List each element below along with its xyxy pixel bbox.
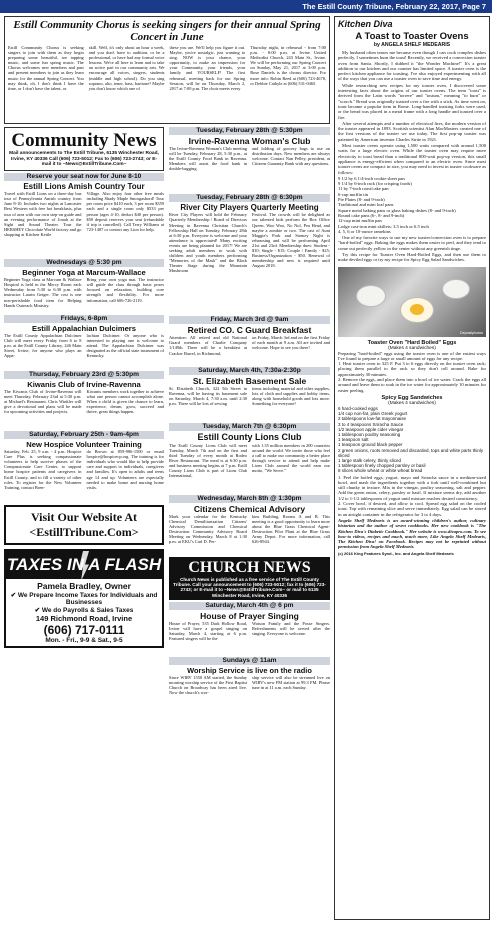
citizens-col-2: kins Building, Rooms A and B. This meeting is a good opportunity to learn more about the Blue Grass Chemical Agent-Destruction Pilot Plant at the Blue Grass Army Depot. For more information, call 626-8944. (252, 513, 330, 544)
reserve-header: Reserve your seat now for June 8-10 (4, 173, 164, 181)
house-prayer-date: Saturday, March 4th @ 6 pm (169, 602, 330, 610)
lions-club-title: Estill County Lions Club (197, 432, 302, 443)
amish-tour-title: Estill Lions Amish Country Tour (23, 181, 145, 191)
church-news-body: Church News is published as a free service of The Estill County Tribune. Call your announcement to (606) 723-5012; fax it to (606) 723-2743; or E-mail it to ~News@EstillTribune.Com~ or mail to 6135 Winchester Road, Irvine, KY 40336 (173, 576, 326, 598)
church-news-box (169, 557, 330, 601)
kitchen-paragraph-5: One of my favorite ways to use my new toaster/convection oven is to prepare "hard-boiled" eggs. Baking the eggs makes them easier to peel, and they tend to come out perfectly yellow in the center without any greenish tinge. (338, 235, 486, 251)
church-news-title: CHURCH NEWS (188, 558, 311, 576)
community-news-box (4, 127, 164, 171)
chorus-col-3: these you are. We'll help you figure it out. Maybe, you're nostalgic, just wanting to sing. NOW is your chance, your opportunity, to make an impression for your Community, your friends, your family and YOURSELF! The first rehearsal, meeting back for our Spring Session, will be on Thursday, March 2, 2017 at 7:00 p.m. The choir meets every (169, 45, 246, 91)
house-prayer-col-2: Watson Family and the Posse Singers. Refreshments will be served after the singing. Everyone is welcome. (252, 621, 330, 637)
middle-column (169, 127, 330, 709)
lions-club-col-2: with 1.35 million members in 200 countries around the world. We invite those who feel a call to make our community a better place through service to attend and help make Lions Club around the world earn our motto, "We Serve." (252, 442, 330, 474)
dulcimer-date: Fridays, 6-8pm (4, 315, 164, 323)
recipe-1-body: Preparing "hard-boiled" eggs using the toaster oven is one of the easiest ways I've found to prepare a large or small amount of eggs for any recipe. 1. Heat toaster oven to 325 F. Put 3 to 6 eggs directly on the toaster oven rack; placing them parallel to the rack so they don't roll around. Bake for approximately 30 minutes. 2. Remove the eggs, and place them into a bowl of ice water. Crack the eggs all around and leave them to soak in the ice water for approximately 10 minutes for easier peeling. (338, 350, 486, 393)
author-bio: Angela Shelf Medearis is an award-winning children's author, culinary historian and the author of seven cookbooks. Her new cookbook is "The Kitchen Diva's Diabetic Cookbook." Her website is www.divapro.com. To see how-to videos, recipes and much, much more, Like Angela Shelf Medearis, The Kitchen Diva! on Facebook. Recipes may not be reprinted without permission from Angela Shelf Medearis. (338, 517, 486, 550)
taxes-ad-address: 149 Richmond Road, Irvine (35, 614, 133, 624)
chorus-headline: Estill Community Chorus is seeking singers for their annual Spring Concert in June (13, 19, 321, 43)
recipe-2-makes: (Makes 4 sandwiches) (388, 400, 436, 406)
community-news-title: Community News (11, 130, 157, 151)
worship-col-1: Since WIRV 1550 AM started, the Sunday morning worship service of the First Baptist Church on Broadway has been aired live. Now the church's wor- (169, 674, 247, 696)
kitchen-diva-column (334, 16, 490, 920)
coast-guard-date: Friday, March 3rd @ 9am (169, 316, 330, 324)
womans-club-title: Irvine-Ravenna Woman's Club (188, 136, 311, 146)
house-prayer-col-1: House of Prayer, 535 Dark Hollow Road, Irvine will have a gospel singing on Saturday, March 4, starting at 6 p.m. Featured singers will be the (169, 621, 247, 642)
st-elizabeth-date: Saturday, March 4th, 7:30a-2:30p (169, 367, 330, 375)
worship-col-2: ship service will also be streamed live on WIRV's new FM station at 99.3 FM. Please tune in at 11 a.m. each Sunday. (252, 674, 330, 691)
eggs-photo (338, 267, 486, 337)
website-ad (4, 505, 164, 545)
yoga-col-1: Beginner Yoga class at Marcum & Wallace Hospital is held in the Mercy Room each Wednesday from 5:30 to 6:30 p.m. with instructor Laurin Geiger. The cost is one non-perishable food item for Helping Hands Outreach Ministry. (4, 277, 82, 308)
cookware-list: 9 1/2 by 6 1/4-inch cookie sheet pan 9 1/4 by 6-inch rack (for crisping foods) 11 by 7-inch roast/cake pan 6-cup muffin tin Pie Plates (8- and 9-inch) Traditional and mini loaf pans Square metal baking pans or glass baking dishes (8- and 9-inch) Round cake pans (6-, 8- and 9-inch) 12-cup mini muffin pan Lodge cast-iron mini skillets: 3.5 inch or 6.5 inch 4, 5, 6 or 10-ounce ramekins (338, 175, 456, 234)
dulcimer-title: Estill Appalachian Dulcimers (32, 324, 136, 334)
kitchen-diva-label: Kitchen Diva (338, 19, 393, 29)
hospice-title: New Hospice Volunteer Training (26, 440, 142, 450)
taxes-ad-logo-text: TAXES IN A FLASH (6, 555, 162, 575)
coast-guard-title: Retired CO. C Guard Breakfast (187, 325, 312, 336)
dulcimer-col-2: lachian Dulcimer. Or anyone who is interested in playing one is welcome to attend. The Appalachian Dulcimer was designated as the official state instrument of Kentucky. (86, 333, 164, 359)
hospice-date: Saturday, February 25th - 9am-4pm (4, 431, 164, 439)
dulcimer-col-1: The Estill County Appalachian Dulcimer Club will meet every Friday from 6 to 8 p.m. at the Estill County Library, 246 Main Street, Irvine, for anyone who plays an Appa- (4, 333, 82, 359)
page-header: The Estill County Tribune, February 22, 2017, Page 7 (0, 0, 492, 13)
kiwanis-date: Thursday, February 23rd @ 5:30pm (4, 371, 164, 379)
taxes-ad-owner: Pamela Bradley, Owner (37, 581, 131, 592)
worship-date: Sundays @ 11am (169, 657, 330, 665)
st-elizabeth-col-1: St. Elizabeth Church, 322 5th Street in Ravenna, will be having its basement sale on Saturday, March 4, 7:30 a.m. until 2:30 p.m. There will be lots of sewing (169, 386, 247, 407)
taxes-ad-line1: ✔ We Prepare Income Taxes for Individuals and Businesses (10, 592, 158, 607)
kitchen-paragraph-6: Try this recipe for Toaster Oven Hard-Boiled Eggs, and then use them to make deviled eggs or try my recipe for Spicy Egg Salad Sandwiches. (338, 251, 486, 263)
recipe-2-body: 1. Peel the boiled eggs, yogurt, mayo and Sriracha sauce in a medium-sized bowl, and mash the ingredients together with a fork until well-combined but still chunky in texture. Mix in the vinegar, poultry seasoning, salt and pepper. Add the green onion, celery, parsley or basil. If mixture seems dry, add another 1/2 to 1-1/2 tablespoons of yogurt until mixture reaches desired consistency. 2. Cover bowl, if desired, and allow to cool. Spread egg salad on the cooled toast. Top with remaining slice and serve immediately. Egg salad can be stored in an airtight container in the refrigerator for 3 to 4 days. (338, 474, 486, 517)
photo-credit: Depositphotos (460, 330, 483, 335)
recipe-1-title: Toaster Oven "Hard Boiled" Eggs (367, 339, 457, 346)
taxes-ad-hours: Mon. - Fri., 9-9 & Sat., 9-5 (45, 637, 123, 645)
coast-guard-col-1: Attention: All retired and old National Guard members of Charlie Company 1/149th. There will be a breakfast at Cracker Barrel, in Richmond, (169, 335, 247, 356)
copyright: (c) 2016 King Features Synd., Inc. and Angela Shelf Medearis (338, 550, 454, 556)
hospice-col-1: Saturday, Feb. 25, 9 a.m. - 4 p.m. Hospice Care Plus is seeking compassionate volunteers to help survive phases of the Compassionate Care Center, to support home hospice patients and caregivers in Estill County, and to fill a variety of other roles. To register for the New Volunteer Training, contact Bren- (4, 449, 82, 490)
womans-club-col-1: The Irvine-Ravenna Woman's Club meeting will be Tuesday, February 28, 5:30 p.m., at the Estill County Food Bank in Ravenna. Members will assist the food bank in double-bagging (169, 145, 247, 172)
taxes-ad (4, 549, 164, 648)
website-ad-line1: Visit Our Website At (30, 510, 138, 525)
kitchen-paragraph-1: My husband often teases me because even though I can cook complex dishes perfectly, I sometimes burn the toast! Recently, we received a convection toaster oven from Santa. Shortly, I dubbed it "the Wonder Machine!" It's a great addition to our kitchen and our counter has limited space. A toaster oven is the perfect kitchen appliance for toasting. I've also enjoyed experimenting with all of the ways that you can use a toaster oven to save time and energy. (338, 50, 486, 82)
kitchen-paragraph-2: While researching new recipes for my toaster oven, I discovered some interesting facts about the origins of our toaster ovens. The term "toast" is derived from the Latin words "torrere" and "tostum," meaning "to burn" or "scorch." Bread was originally toasted over a fire with a stick. As time went on, toast became a popular item in Rome. Long-handled toasting forks were used, or the bread was placed in a metal frame with a long handle and toasted over a fire. (338, 82, 486, 120)
kitchen-paragraph-4: Most toaster ovens operate using 1,500 watts compared with around 1,500 watts for a large electric oven. While the toaster oven may require more electricity to toast bread than a traditional 800-watt pop-up version, this small appliance is energy-efficient when compared to an electric oven. Since most toaster ovens are compact in size, you may need to invest in toaster cookware as follows: (338, 143, 486, 175)
chorus-col-4: Thursday night, in rehearsal - from 7:00 p.m. - 8:00 p.m. at Irvine United Methodist Church, 243 Main St., Irvine. We will be performing our Spring Concert on Sunday, May 21, 2017 at 3:00 p.m. Rose Daniels is the chorus director. For more info: Robin Reed at (606) 723-4678, or Debbie Cathyle at (606) 531-0465. (250, 45, 326, 86)
recipe-2-ingredients: 6 hard-cooked eggs 1/4 cup non-fat, plain Greek yogurt 2 tablespoons low-fat mayonnaise 3 to 4 teaspoons Sriracha Sauce 1/2 teaspoon apple cider vinegar 1 tablespoon poultry seasoning 1 teaspoon salt 1 teaspoon ground black pepper 2 green onions, roots removed and discarded, tops and white parts thinly sliced 1 large stalk celery, thinly sliced 1 tablespoon finely chopped parsley or basil 8 slices whole wheat or white wheat bread (338, 405, 484, 474)
amish-tour-col-1: Travel with Estill Lions on a three-day bus tour of Pennsylvania Amish country from June 8-10. Includes two nights at Lancaster Best Western with free hot breakfasts, plus tour of area with our own step-on guide and an evening performance of Jonah at the Sight and Sound Theater. Tour the HERSHEY Chocolate World factory and go shopping at Kitchen Kettle (4, 191, 82, 237)
community-news-column (4, 127, 164, 709)
st-elizabeth-title: St. Elizabeth Basement Sale (192, 376, 307, 387)
chorus-col-1: Estill Community Chorus is seeking singers to join with them as they begin preparing some beautiful, toe tapping music, and some fun spring music. The Chorus welcomes new members and past and present members to join as they learn music for the annual Spring Concert. You may think, oh, I don't think I have the time, or I don't have the talent, or (8, 45, 84, 91)
kitchen-diva-title: A Toast to Toaster Ovens (355, 31, 469, 42)
amish-tour-col-2: Village. Also enjoy four other free meals including Shady Maple Smorgasbord! Tour per room price $410 each, 3 per room $359 each and a single room only $533 per person (ages 4-10, deduct $40 per person). $50 deposit reserves your seat (refundable if trip is cancelled). Call Terry Williams at 723-1487 or contact any Lion for help. (86, 191, 164, 232)
chorus-col-2: skill. Well, it's only about an hour a week, and you don't have to audition, or be a professional, or have had any formal voice lessons. We're all here to learn and to take an active part in our community arts. We encourage all voices, singers, students (middle and high school). Do you sing soprano, alto, tenor, bass, baritone? Maybe you don't know which one of (88, 45, 165, 91)
yoga-title: Beginner Yoga at Marcum-Wallace (22, 268, 146, 278)
river-city-col-1: River City Players will hold the February Quarterly Membership / Board of Directors Meeting in Ravenna Christian Church's Fellowship Hall on Tuesday, February 28th at 6:30 p.m. Everyone is welcome and your attendance is appreciated! Many exciting events are being planned for 2017! We are seeking adult members to work with children and youth members performing "Memories of the Mask" and the Black Theater Stage during the Mountain Mushroom (169, 212, 247, 274)
taxes-ad-line2: ✔ We do Payrolls & Sales Taxes (34, 607, 134, 615)
egg-shape (356, 285, 386, 307)
lions-club-date: Tuesday, March 7th @ 6:30pm (169, 423, 330, 431)
womans-club-col-2: and folding of grocery bags to use on distribution days. New members are always welcome. Contact Nan Pelley, president, at Citizens Guaranty Bank with any questions. (252, 145, 330, 167)
yoga-date: Wednesdays @ 5:30 pm (4, 259, 164, 267)
citizens-date: Wednesday, March 8th @ 1:30pm (169, 495, 330, 503)
recipe-1-makes: (Makes 4 sandwiches) (388, 345, 436, 351)
kitchen-paragraph-3: After several attempts and a number of electrical fires, the modern version of the toaster appeared in 1893. Scottish scientist Alan MacMasters created one of the first versions of the toaster we use today. The first pop-up toaster was patented by American inventor Charles Strite in 1921. (338, 120, 486, 142)
river-city-title: River City Players Quarterly Meeting (180, 202, 319, 212)
lions-club-col-1: The Estill County Lions Club will meet Tuesday, March 7th and on the first and third Tuesday of every month at Rodeo River Restaurant. The meal is at 6:30 p.m. and business meeting begins at 7 p.m. Estill County Lions Club is part of Lions Club International, (169, 442, 247, 479)
taxes-ad-logo (6, 551, 162, 579)
kiwanis-col-2: Kiwanis members work together to achieve what one person cannot accomplish alone. When a child is given the chance to learn, experience, dream, grow, succeed and thrive, great things happen. (86, 389, 164, 415)
taxes-ad-phone: (606) 717-0111 (43, 623, 125, 638)
kiwanis-col-1: The Kiwanis Club of Irvine-Ravenna will meet Thursday, February 23rd at 5:30 p.m. at Michael's Restaurant. Chris Winkler will give a devotional and plans will be made for upcoming activities and projects. (4, 389, 82, 415)
egg-yolk-shape (410, 304, 424, 315)
coast-guard-col-2: on Friday, March 3rd and on the first Friday of each month at 9 a.m. All are invited and welcome. Hope to see you there! (252, 335, 330, 351)
hospice-col-2: da Brown at 859-986-1500 or email hospice@hospicecp.org. The training is for individuals who would like to help provide care and support to individuals, caregivers and families. It's open to adults and teens age 14 and up. Volunteers are especially needed to make home and nursing home visits. (86, 449, 164, 490)
kitchen-body (338, 50, 486, 264)
egg-shape (442, 279, 470, 299)
worship-title: Worship Service is live on the radio (187, 666, 312, 676)
left-area (4, 16, 330, 709)
yoga-col-2: Bring your own yoga mat. The instructor will guide the class through basic poses focused on relaxation, building core strength and flexibility. For more information, call 606-726-2119. (86, 277, 164, 303)
river-city-col-2: Festival. The crowds will be delighted as our talented kids perform the Box Office Queen, Woo Woo, No Nol, Pea Head, and maybe a zombie or two. The cast of Aunt Maggie's Pork and Stomey Night is rehearsing and will be performing April 21st and 23rd. Membership dues: Student - $10; Single - $15; Couple / Family - $25; Business/Organization - $50. Renewal of membership and new is required until August 2018. (252, 212, 330, 269)
kitchen-diva-byline: by ANGELA SHELF MEDEARIS (373, 42, 451, 48)
community-news-intro: Mail announcements to The Estill Tribune, 6135 Winchester Road, Irvine, KY 40336 Call (606) 723-5012; Fax to (606) 723-2743; or E-mail it to ~News@EstillTribune.Com~ (9, 151, 159, 168)
chorus-article (4, 16, 330, 124)
st-elizabeth-col-2: items including material and other supplies, lots of cloth and supplies and hobby items, along with household goods and lots more. Something for everyone! (252, 386, 330, 407)
recipe-2-title: Spicy Egg Sandwiches (381, 394, 443, 401)
citizens-title: Citizens Chemical Advisory (193, 503, 306, 514)
website-ad-line2[interactable]: <EstillTribune.Com> (29, 525, 139, 540)
citizens-col-1: Mark your calendar for the Kentucky Chemical Demilitarization Citizens' Advisory Commission and Chemical Destruction Community Advisory Board Meeting on Wednesday, March 8 at 1:30 p.m. at EKU's Carl D. Per- (169, 513, 247, 544)
house-prayer-title: House of Prayer Singing (200, 611, 299, 622)
womans-club-date: Tuesday, February 28th @ 5:30pm (169, 127, 330, 135)
kiwanis-title: Kiwanis Club of Irvine-Ravenna (27, 380, 141, 390)
river-city-date: Tuesday, February 28th @ 6:30pm (169, 194, 330, 202)
